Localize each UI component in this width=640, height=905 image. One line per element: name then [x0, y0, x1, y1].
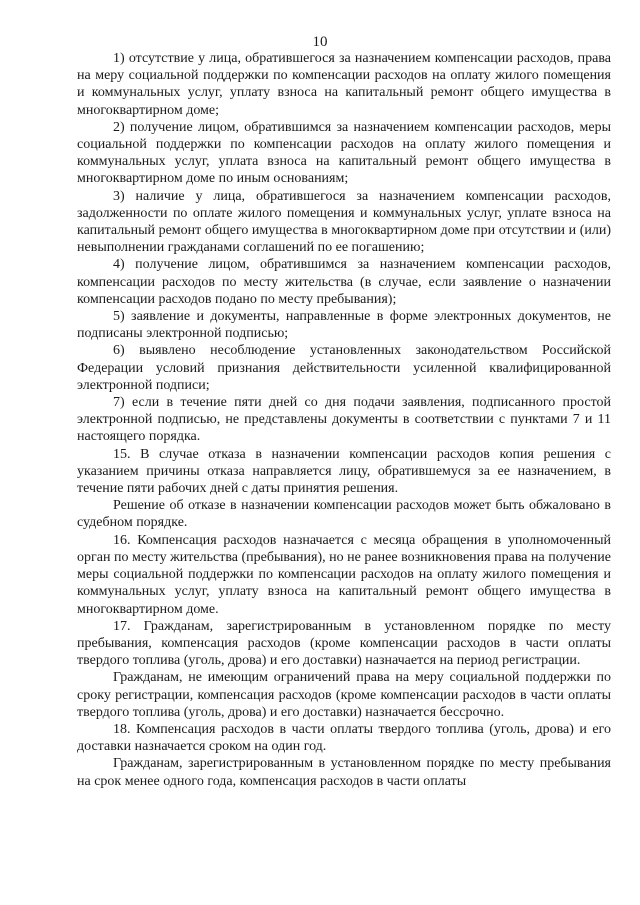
paragraph: 18. Компенсация расходов в части оплаты твердого топлива (уголь, дрова) и его доставки назначается сроком на один год. [77, 721, 611, 755]
page-number: 10 [312, 34, 328, 50]
paragraph: 5) заявление и документы, направленные в форме электронных документов, не подписаны электронной подписью; [77, 309, 611, 342]
paragraph: Гражданам, не имеющим ограничений права на меру социальной поддержки по сроку регистрации, компенсация расходов (кроме компенсации расходов в части оплаты твердого топлива (уголь, дрова) и его доставки) назначается бессрочно. [77, 670, 611, 720]
document-body [77, 50, 611, 790]
paragraph: 1) отсутствие у лица, обратившегося за назначением компенсации расходов, права на меру социальной поддержки по компенсации расходов на оплату жилого помещения и коммунальных услуг, уплату взноса на капитальный ремонт общего имущества в многоквартирном доме; [77, 51, 611, 118]
paragraph: Гражданам, зарегистрированным в установленном порядке по месту пребывания на срок менее одного года, компенсация расходов в части оплаты [77, 756, 611, 789]
paragraph: 17. Гражданам, зарегистрированным в установленном порядке по месту пребывания, компенсация расходов (кроме компенсации расходов в части оплаты твердого топлива (уголь, дрова) и его доставки) назначается на период регистрации. [77, 618, 611, 669]
paragraph: 4) получение лицом, обратившимся за назначением компенсации расходов, компенсации расходов по месту жительства (в случае, если заявление о назначении компенсации расходов подано по месту пребывания); [77, 257, 611, 307]
paragraph: 16. Компенсация расходов назначается с месяца обращения в уполномоченный орган по месту жительства (пребывания), но не ранее возникновения права на получение меры социальной поддержки по компенсации расходов на оплату жилого помещения и коммунальных услуг, уплату взноса на капитальный ремонт общего имущества в многоквартирном доме. [77, 532, 611, 617]
paragraph: 7) если в течение пяти дней со дня подачи заявления, подписанного простой электронной подписью, не представлены документы в соответствии с пунктами 7 и 11 настоящего порядка. [77, 395, 611, 445]
paragraph: 6) выявлено несоблюдение установленных законодательством Российской Федерации условий признания действительности усиленной квалифицированной электронной подписи; [77, 343, 611, 393]
paragraph: Решение об отказе в назначении компенсации расходов может быть обжаловано в судебном порядке. [77, 498, 611, 531]
paragraph: 15. В случае отказа в назначении компенсации расходов копия решения с указанием причины отказа направляется лицу, обратившемуся за ее назначением, в течение пяти рабочих дней с даты принятия решения. [77, 446, 611, 497]
paragraph: 2) получение лицом, обратившимся за назначением компенсации расходов, меры социальной поддержки по компенсации расходов на оплату жилого помещения и коммунальных услуг, уплата взноса на капитальный ремонт общего имущества в многоквартирном доме по иным основаниям; [77, 119, 611, 187]
paragraph: 3) наличие у лица, обратившегося за назначением компенсации расходов, задолженности по оплате жилого помещения и коммунальных услуг, уплате взноса на капитальный ремонт общего имущества в многоквартирном доме при отсутствии и (или) невыполнении гражданами соглашений по ее погашению; [77, 188, 611, 256]
